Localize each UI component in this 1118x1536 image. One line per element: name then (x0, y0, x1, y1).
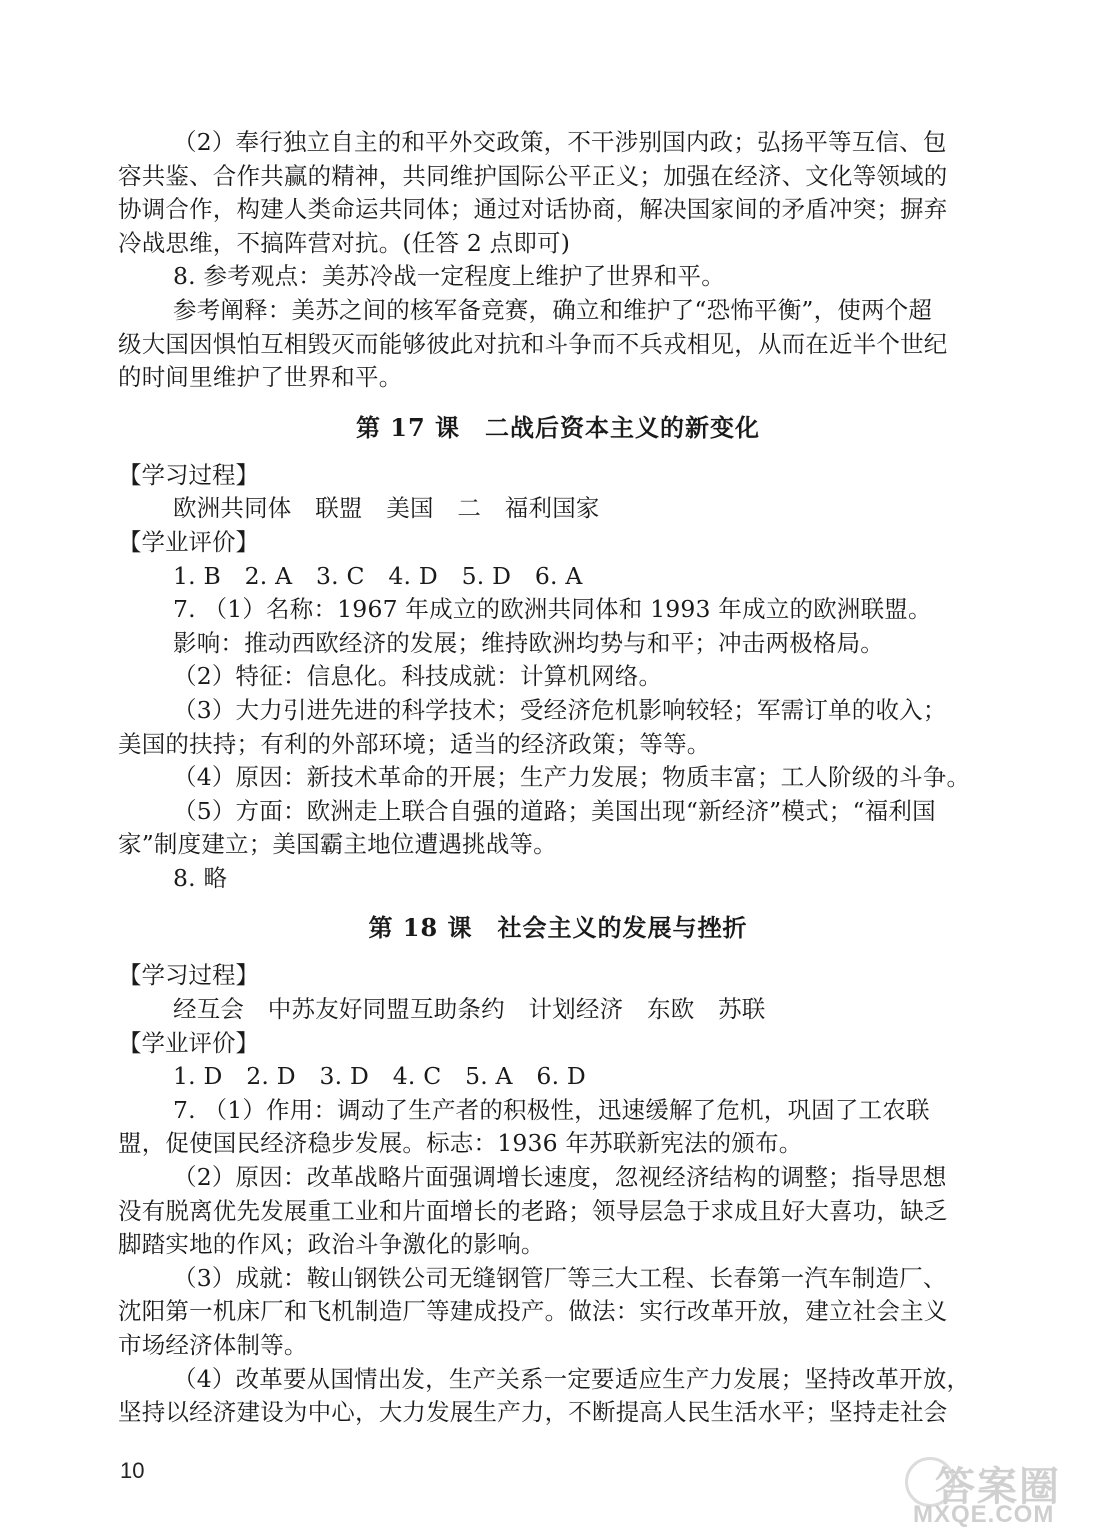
paragraph-line: （2）特征：信息化。科技成就：计算机网络。 (173, 662, 663, 691)
paragraph-line: （4）原因：新技术革命的开展；生产力发展；物质丰富；工人阶级的斗争。 (173, 763, 971, 792)
paragraph-line: 沈阳第一机床厂和飞机制造厂等建成投产。做法：实行改革开放，建立社会主义 (118, 1297, 948, 1326)
paragraph-line: 脚踏实地的作风；政治斗争激化的影响。 (118, 1230, 545, 1259)
paragraph-line: 7. （1）作用：调动了生产者的积极性，迅速缓解了危机，巩固了工农联 (173, 1095, 930, 1124)
academic-evaluation-label: 【学业评价】 (118, 1028, 259, 1057)
paragraph-line: 8. 参考观点：美苏冷战一定程度上维护了世界和平。 (173, 262, 725, 291)
document-page (118, 126, 998, 1430)
paragraph-line: 冷战思维，不搞阵营对抗。(任答 2 点即可) (118, 228, 571, 257)
paragraph-line: 8. 略 (173, 863, 228, 892)
paragraph-line: 容共鉴、合作共赢的精神，共同维护国际公平正义；加强在经济、文化等领域的 (118, 161, 948, 190)
paragraph-line: 美国的扶持；有利的外部环境；适当的经济政策；等等。 (118, 729, 711, 758)
paragraph-line: 盟，促使国民经济稳步发展。标志：1936 年苏联新宪法的颁布。 (118, 1129, 803, 1158)
paragraph-line: （2）奉行独立自主的和平外交政策，不干涉别国内政；弘扬平等互信、包 (173, 128, 947, 156)
paragraph-line: （3）大力引进先进的科学技术；受经济危机影响较轻；军需订单的收入； (173, 695, 947, 724)
choice-answers: 1. D 2. D 3. D 4. C 5. A 6. D (173, 1062, 586, 1091)
paragraph-line: 家”制度建立；美国霸主地位遭遇挑战等。 (118, 830, 557, 859)
page-number: 10 (120, 1458, 145, 1483)
paragraph-line: 坚持以经济建设为中心，大力发展生产力，不断提高人民生活水平；坚持走社会 (118, 1398, 948, 1427)
lesson-18-title: 第 18 课 社会主义的发展与挫折 (368, 913, 748, 943)
watermark-logo (905, 1455, 1110, 1530)
paragraph-line: 协调合作，构建人类命运共同体；通过对话协商，解决国家间的矛盾冲突；摒弃 (118, 195, 948, 224)
paragraph-line: 参考阐释：美苏之间的核军备竞赛，确立和维护了“恐怖平衡”，使两个超 (173, 295, 933, 324)
choice-answers: 1. B 2. A 3. C 4. D 5. D 6. A (173, 561, 583, 590)
study-process-answers: 欧洲共同体 联盟 美国 二 福利国家 (173, 494, 600, 523)
paragraph-line: 的时间里维护了世界和平。 (118, 363, 403, 392)
watermark-logo-text: 答案圈 (935, 1465, 1061, 1509)
paragraph-line: 7. （1）名称：1967 年成立的欧洲共同体和 1993 年成立的欧洲联盟。 (173, 595, 932, 624)
paragraph-line: （2）原因：改革战略片面强调增长速度，忽视经济结构的调整；指导思想 (173, 1163, 947, 1192)
paragraph-line: 没有脱离优先发展重工业和片面增长的老路；领导层急于求成且好大喜功，缺乏 (118, 1196, 948, 1225)
paragraph-line: （4）改革要从国情出发，生产关系一定要适应生产力发展；坚持改革开放， (173, 1364, 971, 1393)
paragraph-line: 影响：推动西欧经济的发展；维持欧洲均势与和平；冲击两极格局。 (173, 628, 884, 657)
watermark-domain: MXQE.COM (913, 1501, 1055, 1528)
study-process-label: 【学习过程】 (118, 961, 259, 990)
study-process-label: 【学习过程】 (118, 460, 259, 489)
lesson-17-title: 第 17 课 二战后资本主义的新变化 (355, 412, 761, 442)
paragraph-line: 市场经济体制等。 (118, 1331, 308, 1359)
study-process-answers: 经互会 中苏友好同盟互助条约 计划经济 东欧 苏联 (173, 995, 766, 1024)
academic-evaluation-label: 【学业评价】 (118, 527, 259, 556)
paragraph-line: （3）成就：鞍山钢铁公司无缝钢管厂等三大工程、长春第一汽车制造厂、 (173, 1263, 947, 1292)
paragraph-line: （5）方面：欧洲走上联合自强的道路；美国出现“新经济”模式；“福利国 (173, 796, 936, 825)
paragraph-line: 级大国因惧怕互相毁灭而能够彼此对抗和斗争而不兵戎相见，从而在近半个世纪 (118, 329, 948, 358)
